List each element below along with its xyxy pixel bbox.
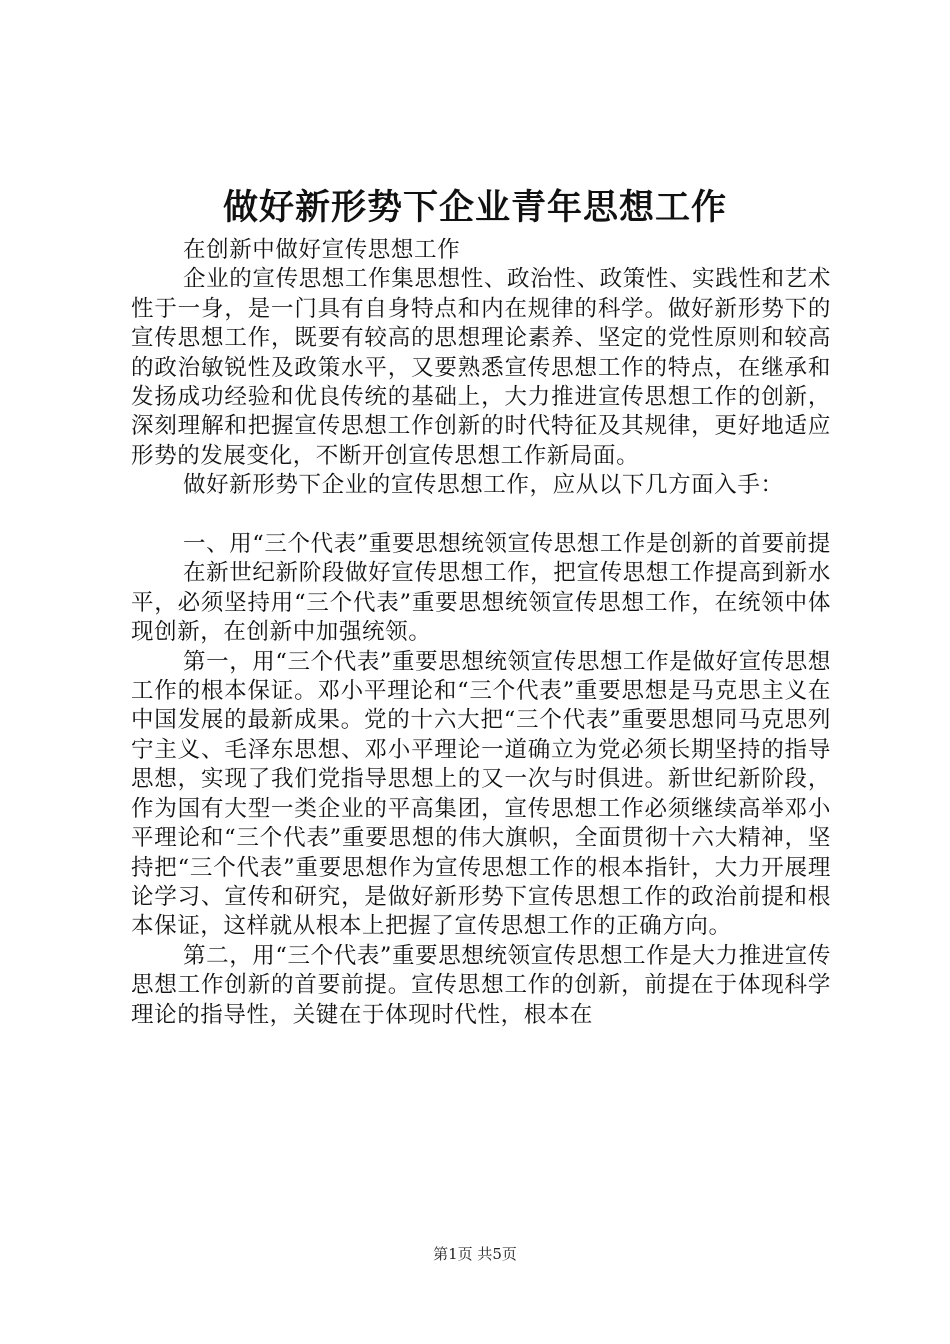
section-heading: 一、用“三个代表”重要思想统领宣传思想工作是创新的首要前提 bbox=[183, 531, 831, 558]
section-heading: 在创新中做好宣传思想工作 bbox=[183, 237, 461, 263]
paragraph: 企业的宣传思想工作集思想性、政治性、政策性、实践性和艺术性于一身，是一门具有自身特点和内在规律的科学。做好新形势下的宣传思想工作，既要有较高的思想理论素养、坚定的党性原则和较高的政治敏锐性及政策水平，又要熟悉宣传思想工作的特点，在继承和发扬成功经验和优良传统的基础上，大力推进宣传思想工作的创新，深刻理解和把握宣传思想工作创新的时代特征及其规律，更好地适应形势的发展变化，不断开创宣传思想工作新局面。 bbox=[131, 266, 831, 469]
document-body bbox=[131, 236, 831, 1030]
paragraph: 做好新形势下企业的宣传思想工作，应从以下几方面入手： bbox=[183, 472, 784, 499]
paragraph: 在新世纪新阶段做好宣传思想工作，把宣传思想工作提高到新水平，必须坚持用“三个代表”重要思想统领宣传思想工作，在统领中体现创新，在创新中加强统领。 bbox=[131, 560, 831, 646]
document-title: 做好新形势下企业青年思想工作 bbox=[222, 187, 727, 228]
paragraph: 第一，用“三个代表”重要思想统领宣传思想工作是做好宣传思想工作的根本保证。邓小平理论和“三个代表”重要思想是马克思主义在中国发展的最新成果。党的十六大把“三个代表”重要思想同马克思列宁主义、毛泽东思想、邓小平理论一道确立为党必须长期坚持的指导思想，实现了我们党指导思想上的又一次与时俱进。新世纪新阶段，作为国有大型一类企业的平高集团，宣传思想工作必须继续高举邓小平理论和“三个代表”重要思想的伟大旗帜，全面贯彻十六大精神，坚持把“三个代表”重要思想作为宣传思想工作的根本指针，大力开展理论学习、宣传和研究，是做好新形势下宣传思想工作的政治前提和根本保证，这样就从根本上把握了宣传思想工作的正确方向。 bbox=[131, 648, 831, 940]
page-number-footer: 第1页 共5页 bbox=[433, 1245, 517, 1263]
paragraph: 第二，用“三个代表”重要思想统领宣传思想工作是大力推进宣传思想工作创新的首要前提。宣传思想工作的创新，前提在于体现科学理论的指导性，关键在于体现时代性，根本在 bbox=[131, 942, 831, 1028]
